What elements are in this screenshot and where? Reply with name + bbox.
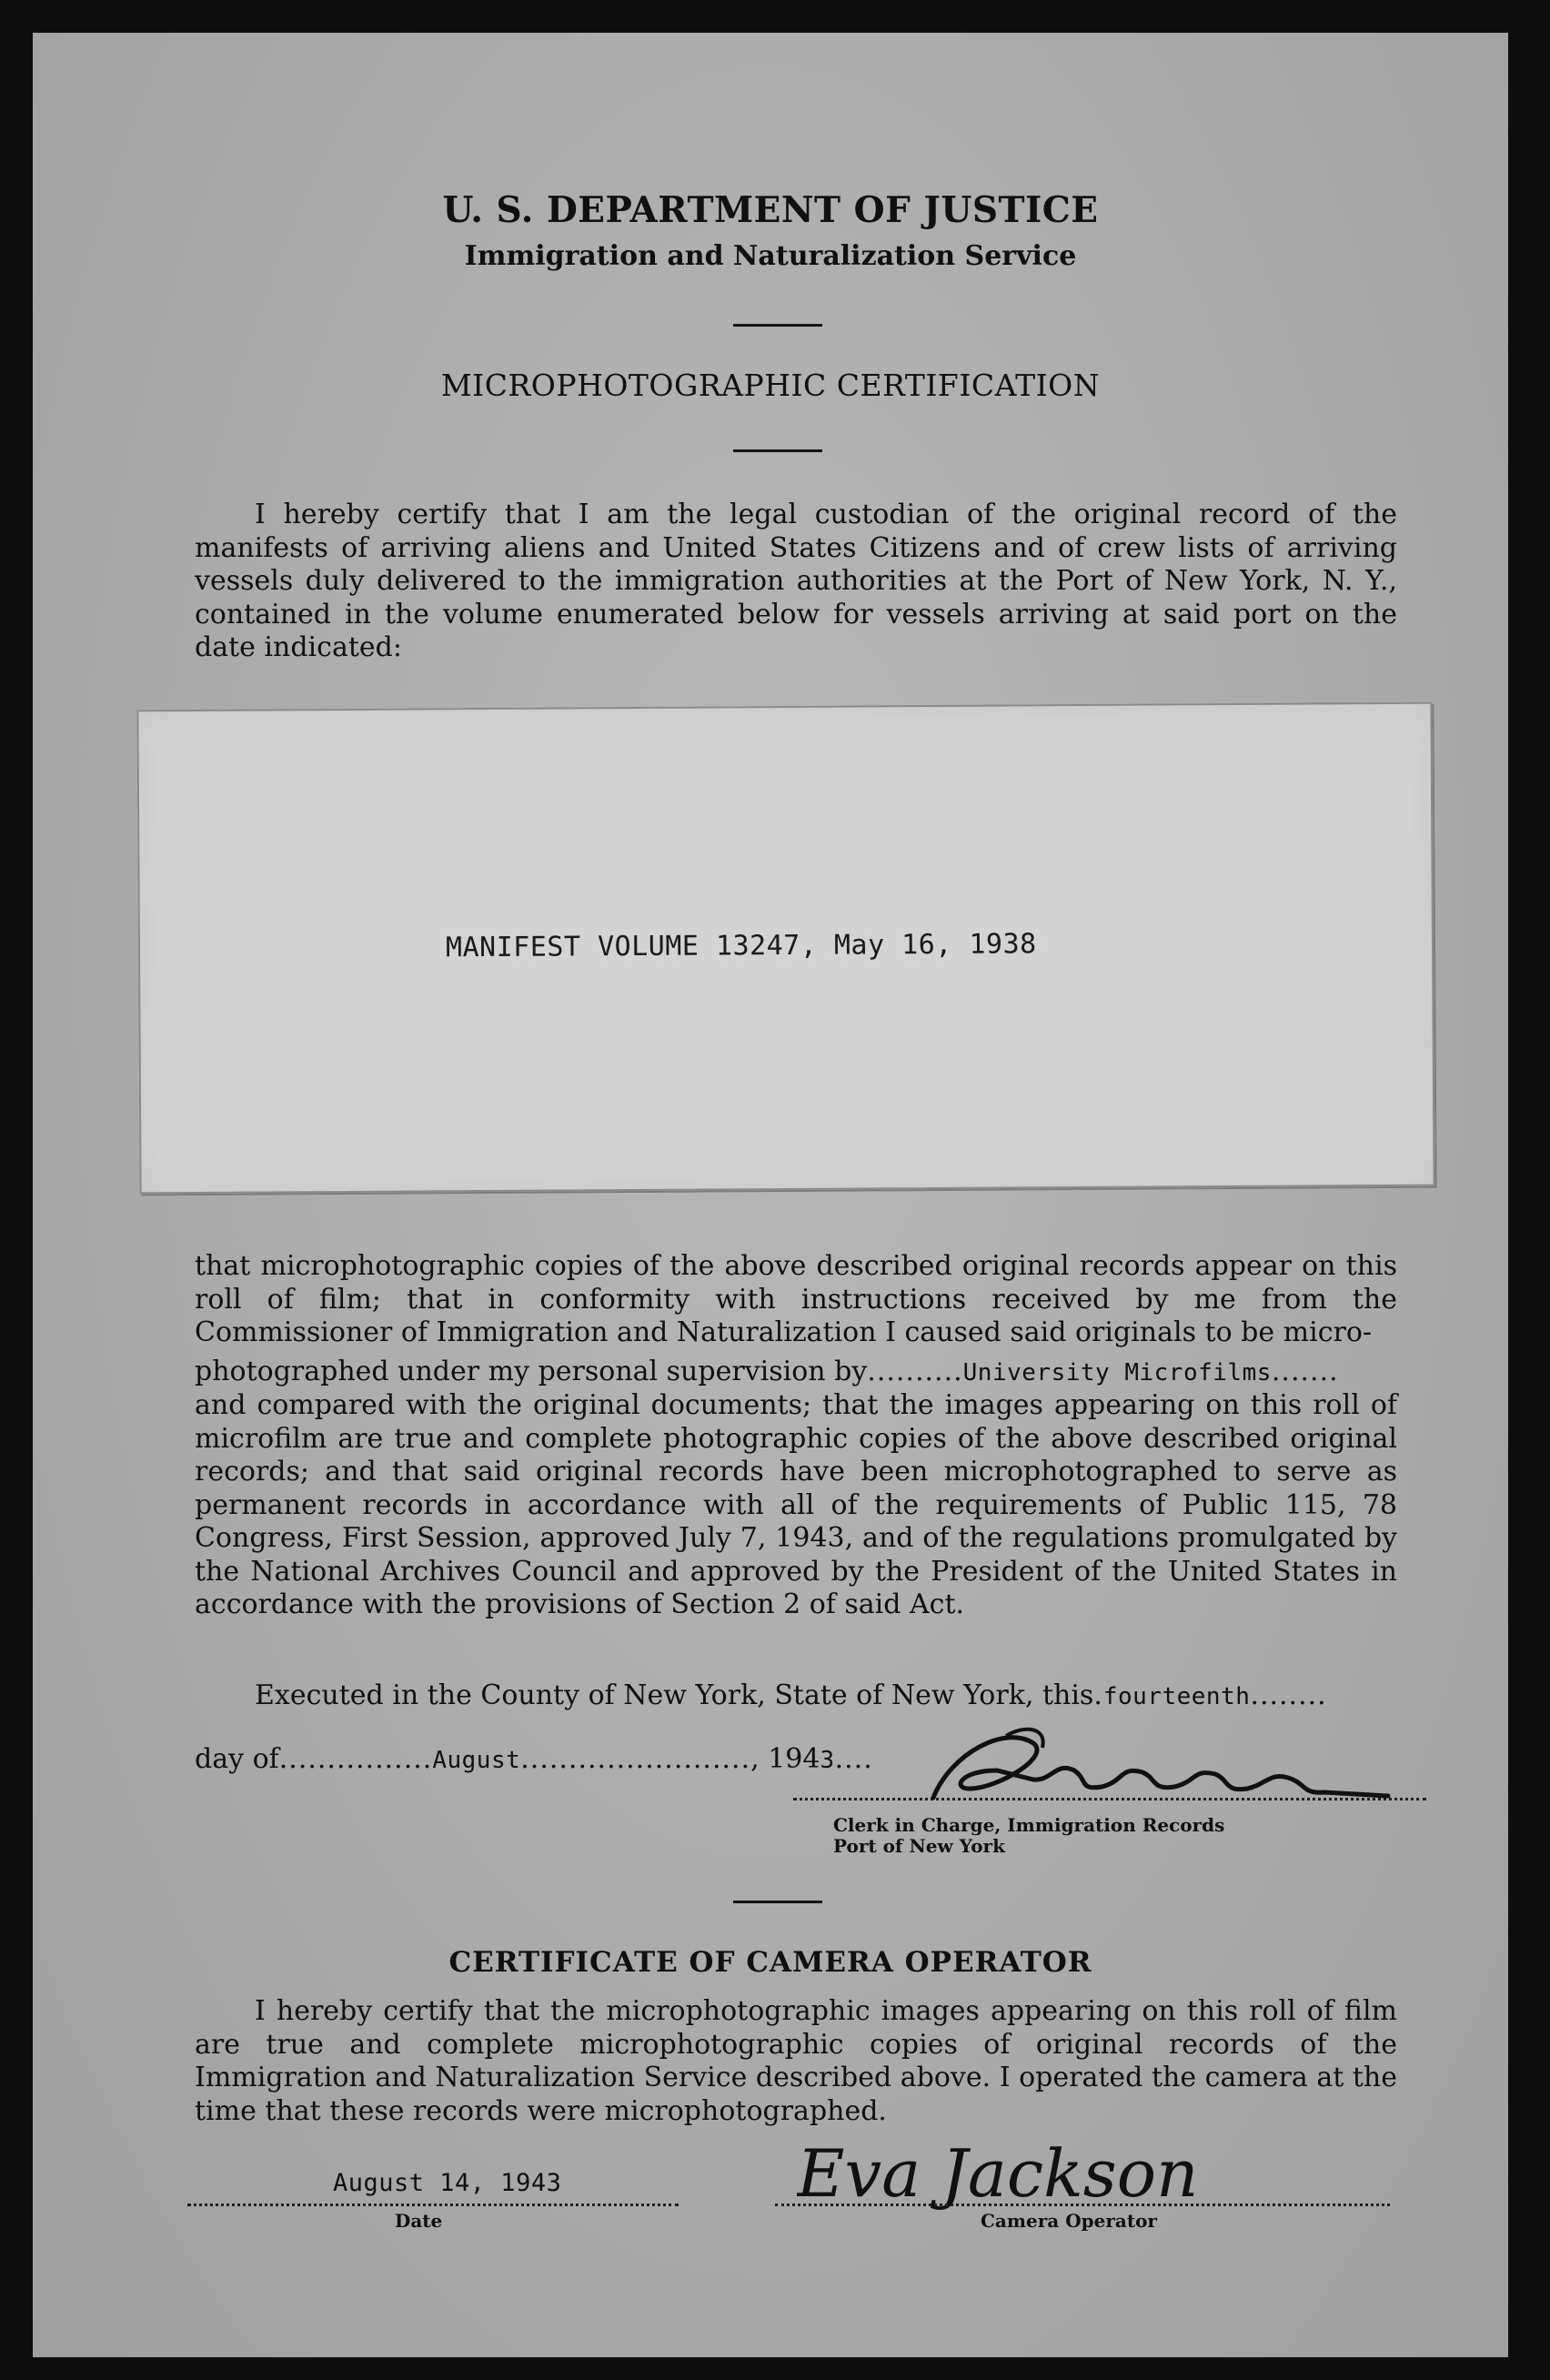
camera-certificate-paragraph — [195, 1995, 1397, 2128]
manifest-volume-slip — [136, 702, 1434, 1195]
body-paragraph: that microphotographic copies of the above described original records appear on this roll of film; that in conformity with instructions received by me from the Commissioner of Immigration and Naturalization I caused said originals to be micro- photographed under my personal supervision by..........University Microfilms....... and compared with the original documents; that the images appearing on this roll of microfilm are true and complete photographic copies of the above described original records; and that said original records have been microphotographed to serve as permanent records in accordance with all of the requirements of Public 115, 78 Congress, First Session, approved July 7, 1943, and of the regulations promulgated by the National Archives Council and approved by the President of the United States in accordance with the provisions of Section 2 of said Act. — [195, 1250, 1397, 1620]
service-subheading: Immigration and Naturalization Service — [464, 240, 1077, 272]
date-label: Date — [395, 2210, 443, 2232]
camera-certificate-title: CERTIFICATE OF CAMERA OPERATOR — [448, 1946, 1092, 1979]
executed-text: Executed in the County of New York, State of New York, this — [255, 1679, 1094, 1711]
body-text-part2: photographed under my personal supervision by — [195, 1355, 868, 1387]
camera-certificate-text: I hereby certify that the microphotographic images appearing on this roll of film are true and complete microphotographic copies of original records of the Immigration and Naturalization Service described above. I operated the camera at the time that these records were microphotographed. — [195, 1995, 1397, 2127]
day-of-label: day of — [195, 1743, 279, 1775]
intro-text: I hereby certify that I am the legal custodian of the original record of the manifests of arriving aliens and United States Citizens and of crew lists of arriving vessels duly delivered to the immigration authorities at the Port of New York, N. Y., contained in the volume enumerated below for vessels arriving at said port on the date indicated: — [195, 499, 1397, 663]
certification-title: MICROPHOTOGRAPHIC CERTIFICATION — [440, 368, 1101, 403]
intro-paragraph — [195, 499, 1397, 665]
divider-rule — [733, 449, 822, 452]
microfilm-company-value: University Microfilms — [962, 1358, 1272, 1387]
operator-line — [775, 2204, 1390, 2206]
divider-rule — [733, 1901, 822, 1903]
executed-month-value: August — [432, 1747, 521, 1774]
clerk-signature — [897, 1716, 1406, 1825]
body-text-part1: that microphotographic copies of the above described original records appear on this roll of film; that in conformity with instructions received by me from the Commissioner of Immigration and Naturalization I caused said originals to be micro- — [195, 1250, 1397, 1348]
department-heading: U. S. DEPARTMENT OF JUSTICE — [442, 189, 1099, 231]
body-text-part3: and compared with the original documents; that the images appearing on this roll of microfilm are true and complete photographic copies of the above described original records; and that said original records have been microphotographed to serve as permanent records in accordance with all of the requirements of Public 115, 78 Congress, First Session, approved July 7, 1943, and of the regulations promulgated by the National Archives Council and approved by the President of the United States in accordance with the provisions of Section 2 of said Act. — [195, 1389, 1397, 1620]
year-prefix: , 194 — [750, 1743, 820, 1775]
date-line — [187, 2204, 679, 2206]
operator-signature-text: Eva Jackson — [797, 2135, 1199, 2212]
executed-day-value: fourteenth — [1102, 1683, 1251, 1710]
operator-label: Camera Operator — [981, 2210, 1157, 2232]
certificate-page — [33, 33, 1508, 2357]
executed-line: Executed in the County of New York, State of New York, this.fourteenth........ — [255, 1679, 1327, 1711]
camera-date-value: August 14, 1943 — [333, 2169, 562, 2197]
clerk-title-line2: Port of New York — [833, 1835, 1005, 1857]
year-suffix-value: 3 — [820, 1747, 835, 1774]
day-of-line: day of................August........................, 1943.... — [195, 1743, 873, 1775]
clerk-title-line1: Clerk in Charge, Immigration Records — [833, 1814, 1225, 1836]
manifest-volume-text: MANIFEST VOLUME 13247, May 16, 1938 — [445, 928, 1037, 964]
operator-signature — [797, 2116, 1233, 2225]
divider-rule — [733, 324, 822, 327]
